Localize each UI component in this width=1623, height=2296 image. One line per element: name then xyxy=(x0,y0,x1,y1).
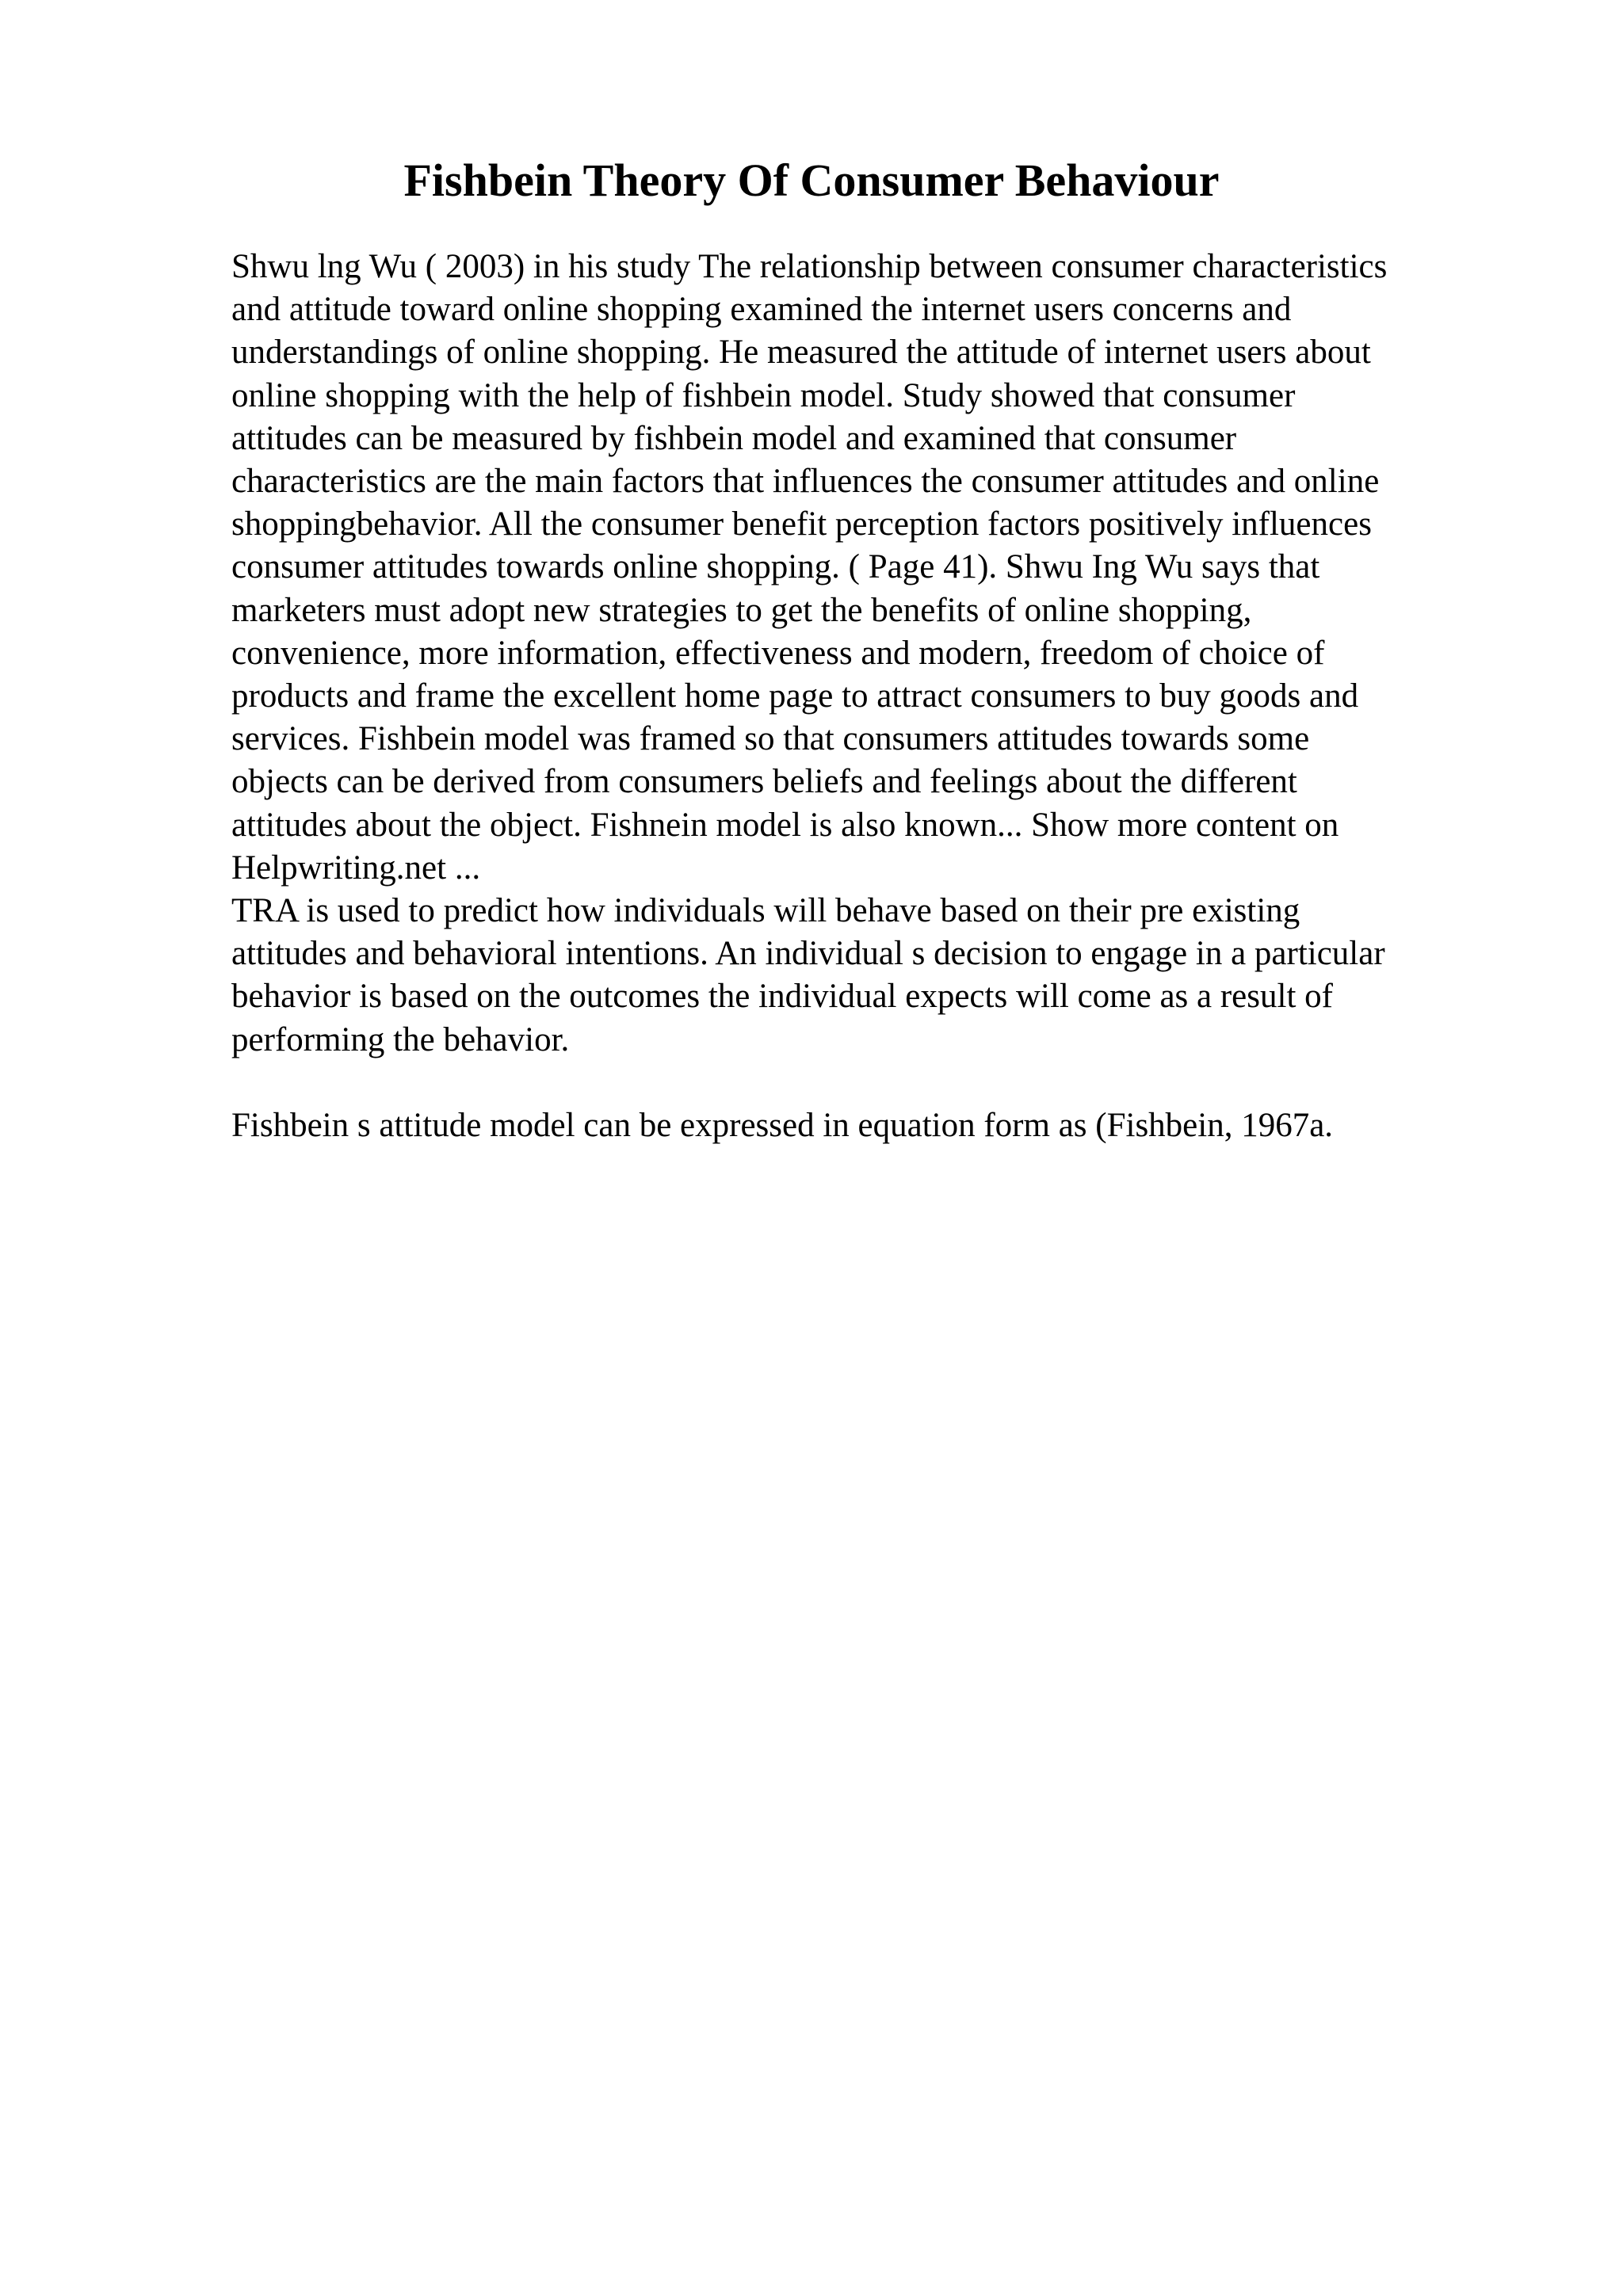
paragraph-2 xyxy=(231,890,1491,1062)
text-line: convenience, more information, effectiveness and modern, freedom of choice of xyxy=(231,634,1325,672)
document-body xyxy=(231,246,1491,1147)
text-line: Fishbein s attitude model can be expressed in equation form as (Fishbein, 1967a. xyxy=(231,1107,1334,1145)
text-line: attitudes and behavioral intentions. An individual s decision to engage in a particular xyxy=(231,935,1385,973)
text-line: services. Fishbein model was framed so that consumers attitudes towards some xyxy=(231,720,1310,758)
paragraph-gap xyxy=(231,1062,1491,1104)
text-line: online shopping with the help of fishbein model. Study showed that consumer xyxy=(231,376,1296,414)
text-line: behavior is based on the outcomes the individual expects will come as a result of xyxy=(231,978,1333,1016)
text-line: consumer attitudes towards online shopping. ( Page 41). Shwu Ing Wu says that xyxy=(231,548,1320,586)
text-line: Helpwriting.net ... xyxy=(231,849,481,887)
paragraph-3 xyxy=(231,1104,1491,1147)
text-line: Shwu lng Wu ( 2003) in his study The relationship between consumer characteristics xyxy=(231,248,1388,285)
text-line: performing the behavior. xyxy=(231,1020,570,1058)
text-line: characteristics are the main factors that influences the consumer attitudes and online xyxy=(231,463,1380,501)
text-line: attitudes about the object. Fishnein model is also known... Show more content on xyxy=(231,806,1339,844)
text-line: TRA is used to predict how individuals will behave based on their pre existing xyxy=(231,892,1300,930)
text-line: understandings of online shopping. He measured the attitude of internet users about xyxy=(231,334,1371,372)
text-line: and attitude toward online shopping examined the internet users concerns and xyxy=(231,291,1292,329)
text-line: marketers must adopt new strategies to get the benefits of online shopping, xyxy=(231,591,1252,629)
paragraph-1 xyxy=(231,246,1491,890)
text-line: objects can be derived from consumers beliefs and feelings about the different xyxy=(231,763,1297,801)
document-title: Fishbein Theory Of Consumer Behaviour xyxy=(403,154,1220,206)
text-line: shoppingbehavior. All the consumer benefit perception factors positively influences xyxy=(231,505,1372,543)
text-line: products and frame the excellent home page to attract consumers to buy goods and xyxy=(231,677,1359,715)
text-line: attitudes can be measured by fishbein model and examined that consumer xyxy=(231,419,1237,457)
